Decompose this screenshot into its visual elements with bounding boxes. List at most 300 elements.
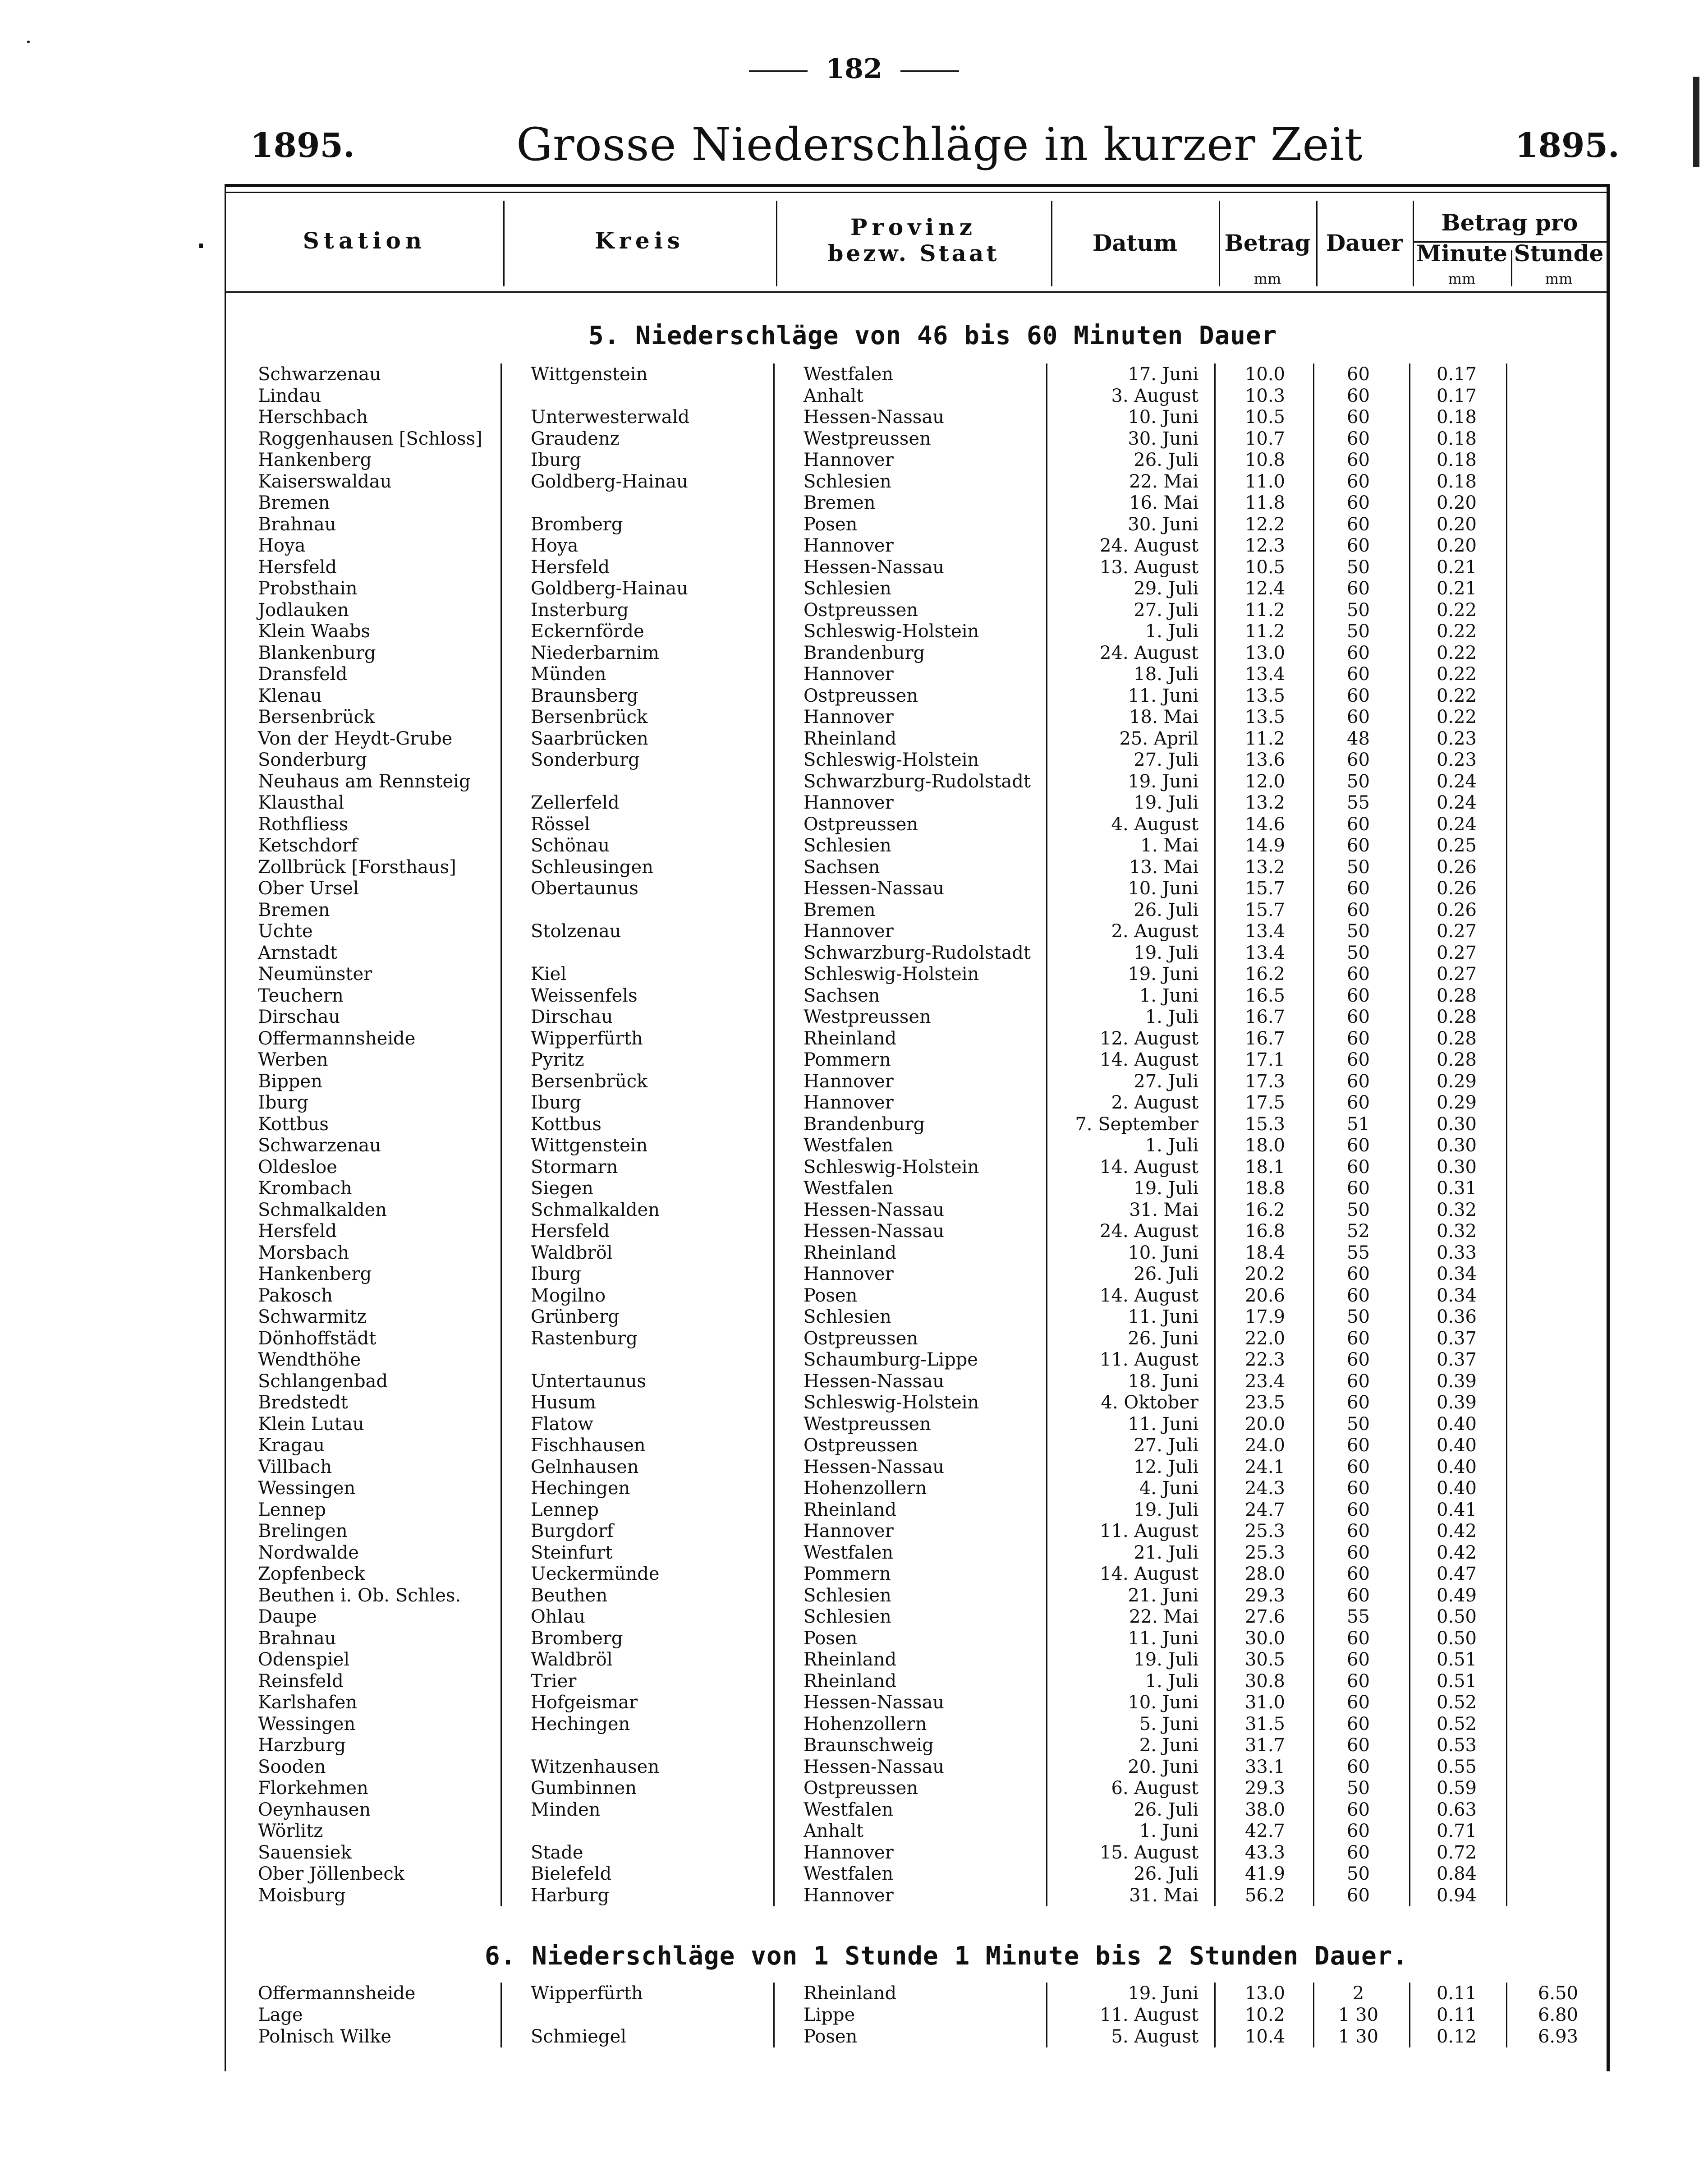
cell-betrag: 18.1 <box>1244 1156 1285 1178</box>
cell-betrag-pro-minute: 0.41 <box>1436 1499 1477 1520</box>
cell-dauer: 60 <box>1347 450 1370 470</box>
cell-station: Sauensiek <box>258 1842 352 1863</box>
column-rule <box>1506 920 1507 942</box>
cell-datum: 26. Juli <box>1134 899 1198 920</box>
column-rule <box>773 1649 775 1670</box>
cell-station: Lennep <box>258 1499 326 1520</box>
table-row <box>0 1734 1708 1756</box>
column-rule <box>1313 942 1314 964</box>
column-rule <box>773 471 775 492</box>
column-rule <box>500 749 502 771</box>
cell-betrag: 31.7 <box>1244 1735 1285 1756</box>
cell-datum: 26. Juli <box>1134 450 1198 470</box>
cell-datum: 18. Juni <box>1128 1371 1198 1392</box>
column-rule <box>1409 1563 1410 1585</box>
cell-station: Schmalkalden <box>258 1199 387 1220</box>
cell-provinz: Brandenburg <box>803 1113 925 1135</box>
column-rule <box>1409 363 1410 385</box>
column-rule <box>1506 1371 1507 1392</box>
column-rule <box>773 1392 775 1413</box>
column-rule <box>1506 1435 1507 1456</box>
column-rule <box>1409 792 1410 814</box>
cell-provinz: Posen <box>803 514 858 535</box>
column-rule <box>1506 1028 1507 1049</box>
column-rule <box>1214 471 1216 492</box>
cell-kreis: Hechingen <box>531 1478 630 1499</box>
cell-provinz: Ostpreussen <box>803 1435 918 1456</box>
cell-station: Kragau <box>258 1435 325 1456</box>
column-rule <box>773 1820 775 1842</box>
column-rule <box>1214 1413 1216 1435</box>
column-rule <box>1506 1156 1507 1178</box>
column-rule <box>500 1585 502 1606</box>
column-rule <box>1313 1520 1314 1542</box>
cell-betrag: 42.7 <box>1244 1821 1285 1841</box>
column-rule <box>1046 1670 1047 1692</box>
table-row <box>0 1692 1708 1713</box>
column-rule <box>1409 449 1410 471</box>
cell-betrag-pro-minute: 0.17 <box>1436 385 1477 406</box>
cell-dauer: 60 <box>1347 1071 1370 1092</box>
cell-station: Oldesloe <box>258 1156 337 1178</box>
column-rule <box>1046 985 1047 1007</box>
cell-provinz: Hannover <box>803 921 894 942</box>
cell-datum: 11. Juni <box>1128 1413 1198 1435</box>
cell-kreis: Braunsberg <box>531 685 638 706</box>
table-row <box>0 1006 1708 1028</box>
cell-station: Kaiserswaldau <box>258 471 392 492</box>
cell-provinz: Posen <box>803 1285 858 1306</box>
column-rule <box>1506 728 1507 750</box>
cell-provinz: Rheinland <box>803 1499 897 1520</box>
column-rule <box>1313 1349 1314 1371</box>
cell-betrag-pro-minute: 0.32 <box>1436 1221 1477 1242</box>
cell-kreis: Münden <box>531 664 606 685</box>
cell-station: Wessingen <box>258 1713 356 1734</box>
cell-datum: 11. Juni <box>1128 1628 1198 1649</box>
cell-betrag: 12.2 <box>1244 514 1285 535</box>
cell-betrag: 10.0 <box>1244 364 1285 385</box>
column-rule <box>773 1156 775 1178</box>
cell-betrag: 15.7 <box>1244 878 1285 899</box>
column-rule <box>1214 535 1216 557</box>
column-rule <box>1046 685 1047 707</box>
table-row <box>0 942 1708 964</box>
cell-kreis: Wipperfürth <box>531 1983 643 2004</box>
table-row <box>0 1435 1708 1456</box>
col-header-staat: bezw. Staat <box>827 240 1000 267</box>
column-rule <box>500 1156 502 1178</box>
column-rule <box>1214 1135 1216 1156</box>
column-rule <box>1214 1156 1216 1178</box>
column-rule <box>1046 728 1047 750</box>
column-rule <box>773 728 775 750</box>
cell-dauer: 60 <box>1347 1456 1370 1477</box>
cell-kreis: Hoya <box>531 535 579 556</box>
col-header-datum: Datum <box>1092 230 1178 256</box>
cell-betrag-pro-stunde: 6.93 <box>1538 2026 1578 2047</box>
column-rule <box>1046 1156 1047 1178</box>
cell-dauer: 60 <box>1347 1885 1370 1906</box>
cell-betrag-pro-minute: 0.39 <box>1436 1371 1477 1392</box>
cell-betrag-pro-minute: 0.22 <box>1436 707 1477 727</box>
cell-kreis: Fischhausen <box>531 1435 646 1456</box>
cell-station: Teuchern <box>258 985 344 1006</box>
column-rule <box>1214 1306 1216 1328</box>
cell-station: Zollbrück [Forsthaus] <box>258 856 456 878</box>
cell-station: Kottbus <box>258 1113 329 1135</box>
cell-dauer: 60 <box>1347 899 1370 920</box>
col-header-dauer: Dauer <box>1326 230 1403 256</box>
column-rule <box>1313 599 1314 621</box>
column-rule <box>1046 963 1047 985</box>
cell-datum: 5. Juni <box>1139 1713 1198 1734</box>
cell-datum: 10. Juni <box>1128 1692 1198 1713</box>
cell-provinz: Hessen-Nassau <box>803 1456 945 1477</box>
cell-dauer: 60 <box>1347 1499 1370 1520</box>
margin-mark <box>199 244 203 248</box>
column-rule <box>1506 706 1507 728</box>
cell-betrag-pro-minute: 0.26 <box>1436 856 1477 878</box>
cell-betrag-pro-minute: 0.51 <box>1436 1649 1477 1670</box>
cell-betrag-pro-minute: 0.24 <box>1436 814 1477 835</box>
column-rule <box>1409 1863 1410 1885</box>
column-rule <box>1313 2026 1314 2047</box>
cell-betrag: 29.3 <box>1244 1585 1285 1606</box>
cell-station: Odenspiel <box>258 1649 350 1670</box>
cell-dauer: 60 <box>1347 1349 1370 1370</box>
column-rule <box>1506 1606 1507 1628</box>
column-rule <box>773 1199 775 1221</box>
column-rule <box>1313 1028 1314 1049</box>
column-rule <box>1214 1542 1216 1564</box>
column-rule <box>1313 920 1314 942</box>
column-rule <box>1214 1863 1216 1885</box>
column-rule <box>773 1585 775 1606</box>
column-rule <box>1046 578 1047 599</box>
cell-datum: 15. August <box>1100 1842 1198 1863</box>
cell-betrag-pro-minute: 0.28 <box>1436 1007 1477 1027</box>
table-row <box>0 1135 1708 1156</box>
cell-station: Wörlitz <box>258 1821 323 1841</box>
cell-dauer: 50 <box>1347 856 1370 878</box>
column-rule <box>500 621 502 642</box>
column-rule <box>1313 1563 1314 1585</box>
column-rule <box>500 492 502 514</box>
cell-datum: 1. Juni <box>1139 985 1198 1006</box>
cell-provinz: Braunschweig <box>803 1735 934 1756</box>
cell-dauer: 60 <box>1347 364 1370 385</box>
column-rule <box>773 1692 775 1713</box>
column-rule <box>1046 1028 1047 1049</box>
column-rule <box>1313 749 1314 771</box>
cell-station: Klein Lutau <box>258 1413 364 1435</box>
cell-provinz: Schleswig-Holstein <box>803 621 979 642</box>
cell-betrag-pro-minute: 0.40 <box>1436 1478 1477 1499</box>
column-rule <box>1214 706 1216 728</box>
column-rule <box>1409 1135 1410 1156</box>
cell-betrag: 12.0 <box>1244 771 1285 792</box>
column-rule <box>1046 385 1047 407</box>
column-rule <box>1313 728 1314 750</box>
cell-dauer: 60 <box>1347 407 1370 428</box>
column-rule <box>1313 1371 1314 1392</box>
cell-station: Probsthain <box>258 578 358 599</box>
column-rule <box>1409 1477 1410 1499</box>
column-rule <box>1506 942 1507 964</box>
cell-station: Schwarmitz <box>258 1307 367 1327</box>
unit-betrag: mm <box>1253 270 1281 287</box>
column-rule <box>1409 1349 1410 1371</box>
cell-datum: 6. August <box>1111 1778 1198 1799</box>
column-rule <box>500 385 502 407</box>
column-rule <box>773 363 775 385</box>
column-rule <box>1409 1885 1410 1906</box>
column-rule <box>1046 621 1047 642</box>
cell-betrag-pro-minute: 0.53 <box>1436 1735 1477 1756</box>
cell-dauer: 60 <box>1347 535 1370 556</box>
cell-kreis: Obertaunus <box>531 878 638 899</box>
column-rule <box>1506 1328 1507 1349</box>
cell-datum: 2. August <box>1111 1092 1198 1113</box>
column-rule <box>1214 685 1216 707</box>
column-rule <box>1214 428 1216 450</box>
cell-provinz: Schwarzburg-Rudolstadt <box>803 942 1031 963</box>
column-rule <box>1506 1799 1507 1821</box>
cell-kreis: Unterwesterwald <box>531 407 690 428</box>
column-rule <box>500 856 502 878</box>
column-rule <box>1506 492 1507 514</box>
cell-datum: 1. Mai <box>1140 835 1198 856</box>
cell-betrag-pro-minute: 0.25 <box>1436 835 1477 856</box>
col-header-betrag: Betrag <box>1224 230 1311 256</box>
cell-dauer: 50 <box>1347 942 1370 963</box>
cell-provinz: Westpreussen <box>803 1413 931 1435</box>
column-rule <box>1313 1220 1314 1242</box>
column-rule <box>1046 599 1047 621</box>
cell-datum: 10. Juni <box>1128 407 1198 428</box>
cell-betrag-pro-minute: 0.21 <box>1436 557 1477 578</box>
cell-datum: 14. August <box>1100 1156 1198 1178</box>
cell-betrag: 14.6 <box>1244 814 1285 835</box>
cell-betrag-pro-minute: 0.63 <box>1436 1799 1477 1820</box>
cell-station: Neuhaus am Rennsteig <box>258 771 471 792</box>
column-rule <box>500 363 502 385</box>
column-rule <box>500 1713 502 1735</box>
cell-dauer: 50 <box>1347 599 1370 621</box>
cell-betrag: 16.7 <box>1244 1007 1285 1027</box>
column-rule <box>1313 663 1314 685</box>
cell-station: Roggenhausen [Schloss] <box>258 428 482 449</box>
cell-betrag: 27.6 <box>1244 1606 1285 1627</box>
column-rule <box>1214 1392 1216 1413</box>
cell-dauer: 60 <box>1347 1264 1370 1284</box>
column-rule <box>773 1135 775 1156</box>
table-row <box>0 728 1708 750</box>
cell-dauer: 60 <box>1347 1564 1370 1584</box>
column-rule <box>1046 1563 1047 1585</box>
column-rule <box>1046 1071 1047 1092</box>
table-row <box>0 1285 1708 1307</box>
cell-betrag-pro-minute: 0.27 <box>1436 921 1477 942</box>
cell-station: Dirschau <box>258 1007 340 1027</box>
column-rule <box>1214 1777 1216 1799</box>
column-rule <box>500 1071 502 1092</box>
table-row <box>0 1049 1708 1071</box>
column-rule <box>1214 1520 1216 1542</box>
column-rule <box>500 1756 502 1778</box>
cell-betrag: 23.5 <box>1244 1392 1285 1413</box>
column-rule <box>1313 1777 1314 1799</box>
column-rule <box>1506 1983 1507 2004</box>
cell-dauer: 60 <box>1347 492 1370 513</box>
table-row <box>0 363 1708 385</box>
table-row <box>0 449 1708 471</box>
column-rule <box>1409 1049 1410 1071</box>
column-rule <box>773 1349 775 1371</box>
cell-station: Beuthen i. Ob. Schles. <box>258 1585 461 1606</box>
cell-betrag: 24.3 <box>1244 1478 1285 1499</box>
cell-kreis: Hechingen <box>531 1713 630 1734</box>
cell-datum: 11. August <box>1100 2005 1198 2025</box>
cell-station: Morsbach <box>258 1242 349 1263</box>
column-rule <box>500 771 502 792</box>
column-rule <box>1313 1413 1314 1435</box>
table-row <box>0 1820 1708 1842</box>
column-rule <box>1409 557 1410 578</box>
cell-kreis: Harburg <box>531 1885 609 1906</box>
cell-datum: 19. Juni <box>1128 1983 1198 2004</box>
table-row <box>0 2026 1708 2047</box>
cell-kreis: Ohlau <box>531 1606 585 1627</box>
cell-kreis: Stade <box>531 1842 583 1863</box>
table-row <box>0 385 1708 407</box>
column-rule <box>773 1734 775 1756</box>
cell-betrag: 13.5 <box>1244 685 1285 706</box>
column-rule <box>1313 1606 1314 1628</box>
cell-dauer: 60 <box>1347 664 1370 685</box>
cell-betrag-pro-minute: 0.20 <box>1436 514 1477 535</box>
column-rule <box>500 1028 502 1049</box>
column-rule <box>1313 1328 1314 1349</box>
cell-datum: 1. Juli <box>1145 621 1198 642</box>
cell-kreis: Wipperfürth <box>531 1028 643 1049</box>
column-rule <box>1506 1713 1507 1735</box>
column-rule <box>1409 1713 1410 1735</box>
column-rule <box>500 1670 502 1692</box>
cell-dauer: 60 <box>1347 1713 1370 1734</box>
column-rule <box>773 1756 775 1778</box>
cell-betrag: 10.5 <box>1244 557 1285 578</box>
cell-provinz: Hessen-Nassau <box>803 1756 945 1777</box>
column-rule <box>1409 471 1410 492</box>
column-rule <box>773 492 775 514</box>
cell-datum: 1. Juli <box>1145 1670 1198 1692</box>
cell-dauer: 60 <box>1347 385 1370 406</box>
cell-betrag: 24.0 <box>1244 1435 1285 1456</box>
column-rule <box>1313 1799 1314 1821</box>
cell-datum: 10. Juni <box>1128 1242 1198 1263</box>
column-rule <box>1313 385 1314 407</box>
column-rule <box>773 1306 775 1328</box>
cell-kreis: Stormarn <box>531 1156 618 1178</box>
cell-betrag: 11.0 <box>1244 471 1285 492</box>
table-row <box>0 1649 1708 1670</box>
cell-kreis: Schleusingen <box>531 856 653 878</box>
column-rule <box>1214 856 1216 878</box>
cell-betrag-pro-minute: 0.40 <box>1436 1456 1477 1477</box>
column-rule <box>1214 642 1216 664</box>
column-rule <box>773 1092 775 1113</box>
column-rule <box>1506 792 1507 814</box>
table-row <box>0 1178 1708 1199</box>
cell-datum: 2. August <box>1111 921 1198 942</box>
column-rule <box>1214 2004 1216 2026</box>
column-rule <box>1506 1178 1507 1199</box>
column-rule <box>500 1799 502 1821</box>
cell-datum: 31. Mai <box>1129 1199 1198 1220</box>
cell-betrag: 33.1 <box>1244 1756 1285 1777</box>
column-rule <box>500 1820 502 1842</box>
column-rule <box>1214 1242 1216 1264</box>
cell-provinz: Hannover <box>803 1842 894 1863</box>
cell-betrag-pro-stunde: 6.80 <box>1538 2005 1578 2025</box>
cell-dauer: 60 <box>1347 578 1370 599</box>
column-rule <box>773 514 775 535</box>
column-rule <box>1046 1242 1047 1264</box>
cell-betrag-pro-minute: 0.50 <box>1436 1628 1477 1649</box>
column-rule <box>773 449 775 471</box>
column-rule <box>500 1734 502 1756</box>
column-rule <box>1506 2004 1507 2026</box>
column-rule <box>1409 1263 1410 1285</box>
column-rule <box>773 428 775 450</box>
table-row <box>0 706 1708 728</box>
cell-provinz: Pommern <box>803 1049 891 1070</box>
column-rule <box>1506 514 1507 535</box>
cell-betrag: 25.3 <box>1244 1542 1285 1563</box>
cell-betrag: 10.3 <box>1244 385 1285 406</box>
column-rule <box>773 1863 775 1885</box>
column-rule <box>500 1242 502 1264</box>
column-rule <box>500 963 502 985</box>
table-row <box>0 1606 1708 1628</box>
column-rule <box>1409 642 1410 664</box>
column-rule <box>1214 1071 1216 1092</box>
cell-datum: 11. Juni <box>1128 685 1198 706</box>
table-row <box>0 749 1708 771</box>
column-rule <box>773 963 775 985</box>
cell-provinz: Rheinland <box>803 1670 897 1692</box>
header-separator <box>226 291 1607 293</box>
cell-kreis: Rössel <box>531 814 590 835</box>
column-rule <box>500 1328 502 1349</box>
col-header-station: Station <box>303 227 427 254</box>
column-rule <box>1214 1049 1216 1071</box>
cell-datum: 4. Oktober <box>1101 1392 1198 1413</box>
column-rule <box>1214 1734 1216 1756</box>
column-rule <box>1046 1477 1047 1499</box>
cell-betrag-pro-minute: 0.20 <box>1436 492 1477 513</box>
column-rule <box>1313 1585 1314 1606</box>
cell-betrag-pro-minute: 0.24 <box>1436 792 1477 813</box>
column-rule <box>1214 557 1216 578</box>
cell-datum: 25. April <box>1119 728 1198 749</box>
column-rule <box>1313 1306 1314 1328</box>
cell-betrag: 17.5 <box>1244 1092 1285 1113</box>
column-rule <box>1046 535 1047 557</box>
col-header-minute: Minute <box>1416 240 1507 267</box>
